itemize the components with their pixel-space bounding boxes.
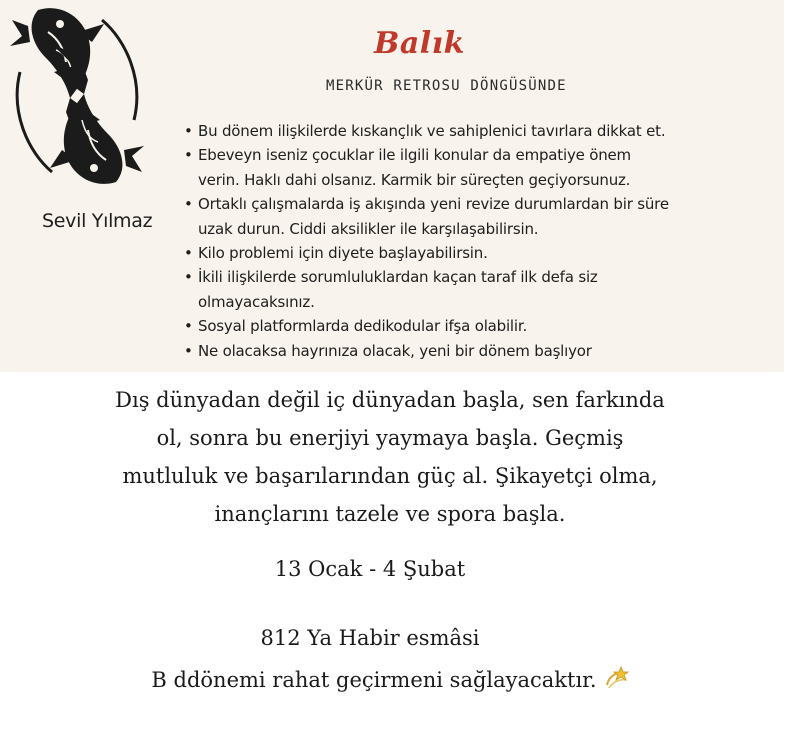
list-item [182,192,782,241]
author-name: Sevil Yılmaz [42,210,153,232]
page-subtitle: MERKÜR RETROSU DÖNGÜSÜNDE [326,78,567,94]
bullet-line: Kilo problemi için diyete başlayabilirsin. [198,244,488,263]
advice-list [182,119,782,363]
bullet-line: Sosyal platformlarda dedikodular ifşa olabilir. [198,317,528,336]
closing-text: B ddönemi rahat geçirmeni sağlayacaktır. [151,668,597,692]
bullet-line: Ortaklı çalışmalarda iş akışında yeni revize durumlardan bir süre [198,195,669,214]
page-title: Balık [374,26,465,61]
message-line: inançlarını tazele ve spora başla. [214,502,566,526]
message-line: mutluluk ve başarılarından güç al. Şikayetçi olma, [122,464,658,488]
esma-text: 812 Ya Habir esmâsi [260,626,480,650]
bullet-line: olmayacaksınız. [198,292,315,311]
bullet-line: Bu dönem ilişkilerde kıskançlık ve sahiplenici tavırlara dikkat et. [198,122,666,140]
message-line: ol, sonra bu enerjiyi yaymaya başla. Geçmiş [156,426,624,450]
dizzy-star-icon [603,665,629,691]
horoscope-card [0,0,784,372]
closing-text-row [20,665,760,692]
bullet-line: Ne olacaksa hayrınıza olacak, yeni bir dönem başlıyor [198,341,592,360]
date-range: 13 Ocak - 4 Şubat [274,557,466,581]
list-item [182,265,782,314]
list-item [182,241,782,265]
message-paragraph [20,381,760,533]
bullet-line: uzak durun. Ciddi aksilikler ile karşılaşabilirsin. [198,219,539,238]
message-line: Dış dünyadan değil iç dünyadan başla, sen farkında [115,388,665,412]
list-item [182,339,782,363]
bullet-line: İkili ilişkilerde sorumluluklardan kaçan taraf ilk defa siz [198,268,598,287]
list-item [182,314,782,338]
bullet-line: Ebeveyn iseniz çocuklar ile ilgili konular da empatiye önem [198,146,631,165]
list-item [182,143,782,192]
bullet-line: verin. Haklı dahi olsanız. Karmik bir süreçten geçiyorsunuz. [198,170,631,189]
list-item [182,119,782,143]
pisces-fish-icon [8,2,146,190]
